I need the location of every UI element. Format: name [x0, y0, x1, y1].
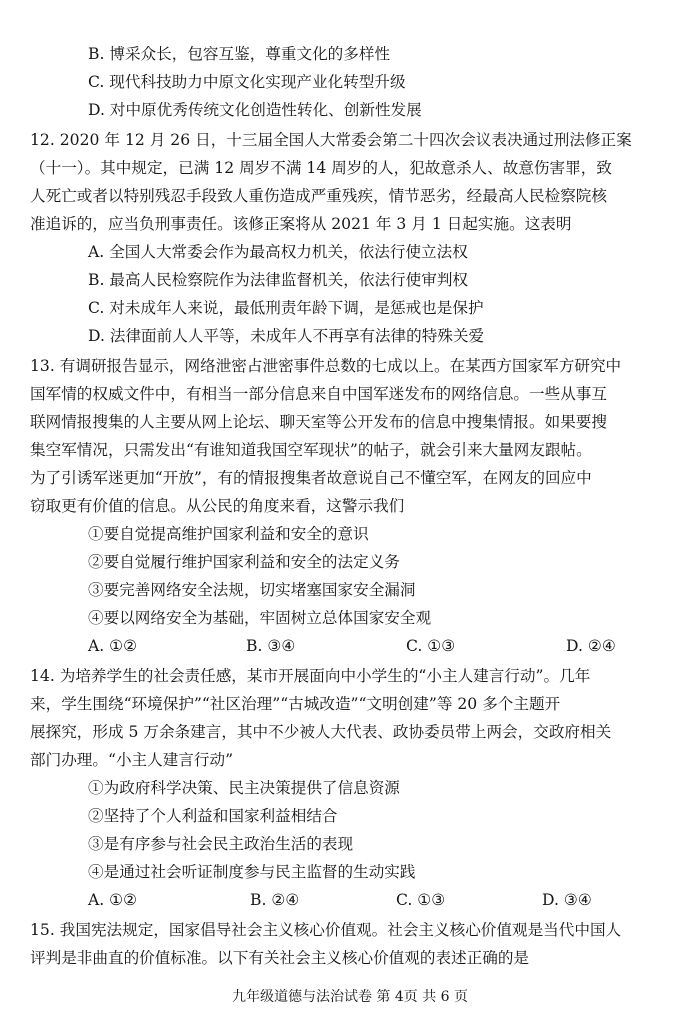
q13-line-6: 窃取更有价值的信息。从公民的角度来看，这警示我们: [30, 497, 405, 515]
q12-line-2: （十一）。其中规定，已满 12 周岁不满 14 周岁的人，犯故意杀人、故意伤害罪，致: [30, 159, 612, 177]
q12-option-a: A. 全国人大常委会作为最高权力机关，依法行使立法权: [88, 243, 468, 261]
q12-option-c: C. 对未成年人来说，最低刑责年龄下调，是惩戒也是保护: [88, 299, 484, 317]
q12-option-d: D. 法律面前人人平等，未成年人不再享有法律的特殊关爱: [88, 327, 485, 345]
q13-statement-2: ②要自觉履行维护国家利益和安全的法定义务: [88, 553, 400, 571]
q14-line-1: 14. 为培养学生的社会责任感，某市开展面向中小学生的“小主人建言行动”。几年: [30, 667, 591, 685]
q13-choice-c: C. ①③: [406, 637, 456, 655]
q12-line-3: 人死亡或者以特别残忍手段致人重伤造成严重残疾，情节恶劣，经最高人民检察院核: [30, 187, 607, 205]
q11-option-b: B. 博采众长，包容互鉴，尊重文化的多样性: [88, 45, 391, 63]
q14-line-4: 部门办理。“小主人建言行动”: [30, 751, 234, 769]
q13-line-1: 13. 有调研报告显示，网络泄密占泄密事件总数的七成以上。在某西方国家军方研究中: [30, 357, 622, 375]
q13-choice-b: B. ③④: [246, 637, 296, 655]
q11-option-c: C. 现代科技助力中原文化实现产业化转型升级: [88, 73, 406, 91]
q14-line-2: 来，学生围绕“环境保护”“社区治理”“古城改造”“文明创建”等 20 多个主题开: [30, 695, 561, 713]
q14-choice-b: B. ②④: [250, 891, 300, 909]
q14-statement-3: ③是有序参与社会民主政治生活的表现: [88, 835, 354, 853]
q11-option-d: D. 对中原优秀传统文化创造性转化、创新性发展: [88, 101, 422, 119]
q14-choice-a: A. ①②: [88, 891, 138, 909]
q12-line-4: 准追诉的，应当负刑事责任。该修正案将从 2021 年 3 月 1 日起实施。这表明: [30, 215, 572, 233]
q14-line-3: 展探究，形成 5 万余条建言，其中不少被人大代表、政协委员带上两会，交政府相关: [30, 723, 612, 741]
q14-choice-c: C. ①③: [396, 891, 446, 909]
q13-line-5: 为了引诱军迷更加“开放”，有的情报搜集者故意说自己不懂空军，在网友的回应中: [30, 469, 592, 487]
q13-choice-a: A. ①②: [88, 637, 138, 655]
q13-line-2: 国军情的权威文件中，有相当一部分信息来自中国军迷发布的网络信息。一些从事互: [30, 385, 607, 403]
q15-line-1: 15. 我国宪法规定，国家倡导社会主义核心价值观。社会主义核心价值观是当代中国人: [30, 921, 622, 939]
q14-statement-1: ①为政府科学决策、民主决策提供了信息资源: [88, 779, 400, 797]
q14-choice-d: D. ③④: [542, 891, 592, 909]
q12-option-b: B. 最高人民检察院作为法律监督机关，依法行使审判权: [88, 271, 469, 289]
q13-statement-4: ④要以网络安全为基础，牢固树立总体国家安全观: [88, 609, 432, 627]
q13-line-4: 集空军情况，只需发出“有谁知道我国空军现状”的帖子，就会引来大量网友跟帖。: [30, 441, 592, 459]
page-footer: 九年级道德与法治试卷 第 4页 共 6 页: [231, 989, 469, 1005]
q13-statement-1: ①要自觉提高维护国家利益和安全的意识: [88, 525, 369, 543]
q13-choice-d: D. ②④: [566, 637, 616, 655]
q14-statement-4: ④是通过社会听证制度参与民主监督的生动实践: [88, 863, 416, 881]
q15-line-2: 评判是非曲直的价值标准。以下有关社会主义核心价值观的表述正确的是: [30, 949, 530, 967]
q14-statement-2: ②坚持了个人利益和国家利益相结合: [88, 807, 338, 825]
q13-statement-3: ③要完善网络安全法规，切实堵塞国家安全漏洞: [88, 581, 416, 599]
q13-line-3: 联网情报搜集的人主要从网上论坛、聊天室等公开发布的信息中搜集情报。如果要搜: [30, 413, 607, 431]
q12-line-1: 12. 2020 年 12 月 26 日，十三届全国人大常委会第二十四次会议表决通过刑法修正案: [30, 131, 632, 149]
